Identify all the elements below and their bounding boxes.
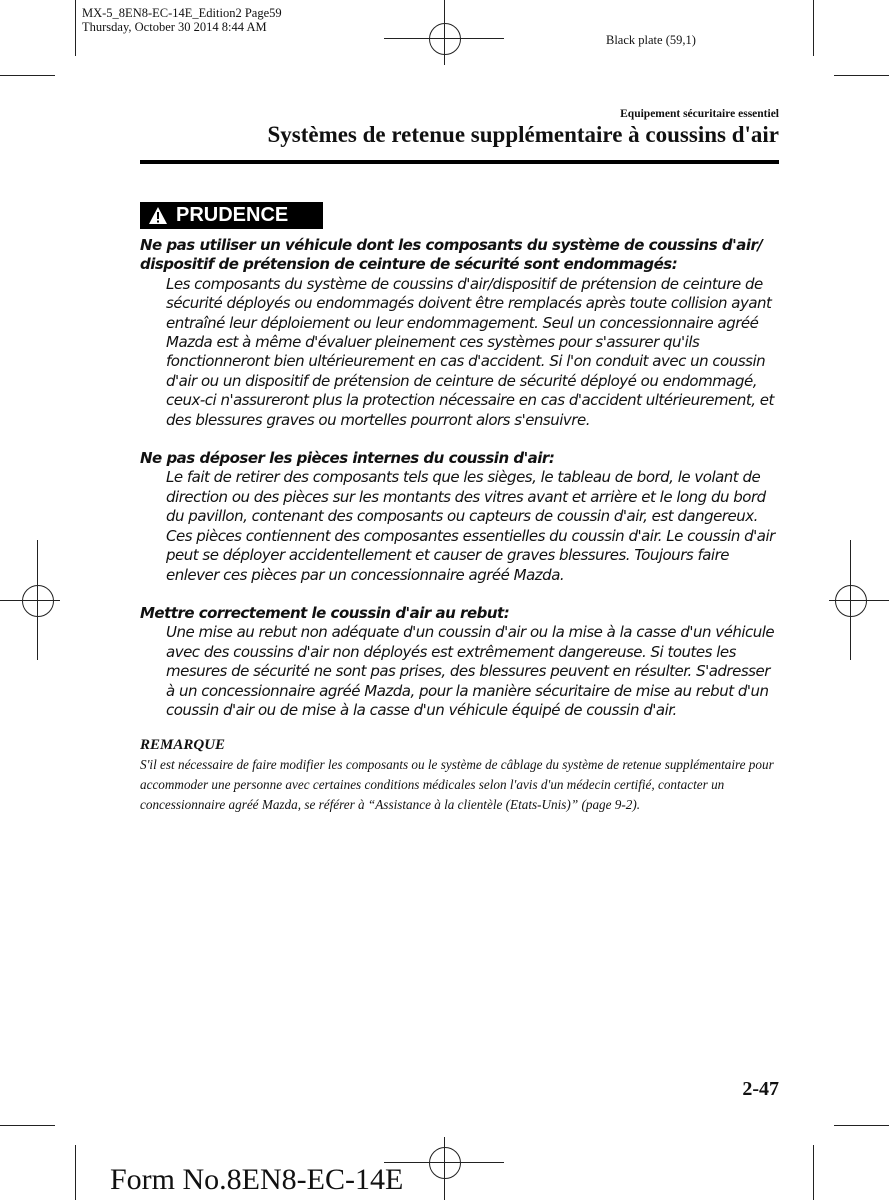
page-title: Systèmes de retenue supplémentaire à coussins d'air: [267, 122, 779, 147]
page-number: 2-47: [742, 1078, 779, 1100]
crop-mark-top-right-vertical: [813, 0, 814, 56]
crop-mark-top-right-horizontal: [834, 75, 889, 76]
caution-block: [140, 236, 782, 430]
caution-heading: Mettre correctement le coussin d'air au rebut:: [140, 603, 510, 622]
crop-mark-top-left-horizontal: [0, 75, 55, 76]
warning-triangle-icon: [148, 206, 168, 225]
title-rule: [140, 160, 779, 164]
crop-mark-bottom-left-horizontal: [0, 1125, 55, 1126]
plate-info: Black plate (59,1): [606, 33, 696, 47]
caution-heading: Ne pas déposer les pièces internes du coussin d'air:: [140, 449, 555, 468]
print-info: [82, 6, 282, 34]
caution-body: Le fait de retirer des composants tels que les sièges, le tableau de bord, le volant de direction ou des pièces sur les montants des vitres avant et arrière et le long du bord du pavillon, contenant des composants ou capteurs de coussin d'air, est dangereux. Ces pièces contiennent des composantes essentielles du coussin d'air. Le coussin d'air peut se déployer accidentellement et causer de graves blessures. Toujours faire enlever ces pièces par un concessionnaire agréé Mazda.: [166, 468, 775, 584]
crop-mark-bottom-right-horizontal: [834, 1125, 889, 1126]
note: [140, 735, 782, 815]
note-title: REMARQUE: [140, 737, 226, 753]
section-name: Equipement sécuritaire essentiel: [620, 108, 779, 120]
crop-mark-bottom-left-vertical: [75, 1145, 76, 1200]
crop-mark-bottom-right-vertical: [813, 1145, 814, 1200]
caution-banner: [140, 202, 323, 229]
caution-label: PRUDENCE: [176, 204, 289, 226]
print-info-date: Thursday, October 30 2014 8:44 AM: [82, 20, 267, 34]
print-info-file: MX-5_8EN8-EC-14E_Edition2 Page59: [82, 6, 282, 20]
caution-block: [140, 604, 782, 720]
caution-block: [140, 449, 782, 585]
caution-heading: Ne pas utiliser un véhicule dont les composants du système de coussins d'air/ dispositif de prétension de ceinture de sécurité sont endommagés:: [140, 236, 763, 274]
caution-body: Une mise au rebut non adéquate d'un coussin d'air ou la mise à la casse d'un véhicule avec des coussins d'air non déployés est extrêmement dangereuse. Si toutes les mesures de sécurité ne sont pas prises, des blessures peuvent en résulter. S'adresser à un concessionnaire agréé Mazda, pour la manière sécuritaire de mise au rebut d'un coussin d'air ou de mise à la casse d'un véhicule équipé de coussin d'air.: [166, 623, 775, 719]
caution-content: [140, 236, 782, 739]
note-text: S'il est nécessaire de faire modifier les composants ou le système de câblage du système de retenue supplémentaire pour accommoder une personne avec certaines conditions médicales selon l'avis d'un médecin certifié, contacter un concessionnaire agréé Mazda, se référer à “Assistance à la clientèle (Etats-Unis)” (page 9-2).: [140, 757, 774, 812]
crop-mark-top-left-vertical: [75, 0, 76, 56]
form-number: Form No.8EN8-EC-14E: [110, 1163, 404, 1196]
caution-body: Les composants du système de coussins d'air/dispositif de prétension de ceinture de sécurité déployés ou endommagés doivent être remplacés après toute collision ayant entraîné leur déploiement ou leur endommagement. Seul un concessionnaire agréé Mazda est à même d'évaluer pleinement ces systèmes pour s'assurer qu'ils fonctionneront bien ultérieurement en cas d'accident. Si l'on conduit avec un coussin d'air ou un dispositif de prétension de ceinture de sécurité déployé ou endommagé, ceux-ci n'assureront plus la protection nécessaire en cas d'accident ultérieurement, et des blessures graves ou mortelles pourront alors s'ensuivre.: [166, 274, 774, 429]
